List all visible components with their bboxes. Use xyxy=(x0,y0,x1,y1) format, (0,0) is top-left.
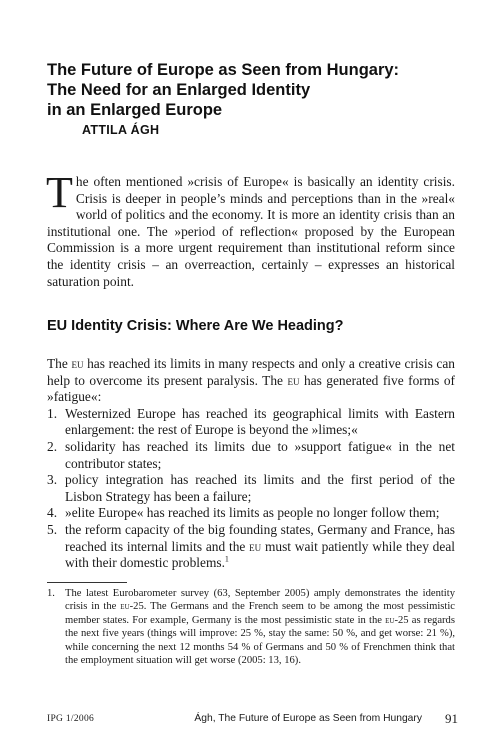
intro-paragraph xyxy=(46,168,455,290)
paragraph-text: has generated five forms of »fatigue«: xyxy=(47,372,455,405)
footnote-text-part: . The Germans and the French seem to be among the most pessimistic member states. For example, Germany is the most pessimistic state in the xyxy=(65,601,455,626)
page-footer xyxy=(47,711,458,727)
article-title-line-1: The Future of Europe as Seen from Hungary: xyxy=(47,61,400,79)
paragraph-text: The xyxy=(47,356,72,371)
article-author: ATTILA ÁGH xyxy=(82,123,160,137)
fatigue-list xyxy=(47,406,455,572)
article-title-line-2: The Need for an Enlarged Identity xyxy=(47,81,311,99)
section-paragraph xyxy=(47,356,455,406)
section-body xyxy=(47,356,455,572)
list-item xyxy=(47,439,455,472)
list-number: 2. xyxy=(47,438,58,454)
list-item xyxy=(47,505,455,522)
eu-abbreviation: eu-25 xyxy=(120,601,144,613)
journal-issue: IPG 1/2006 xyxy=(47,714,95,724)
footnote-text-part: The latest Eurobarometer survey (63, September 2005) amply demonstrates the identity crisis in the xyxy=(65,588,455,613)
section-heading: EU Identity Crisis: Where Are We Heading? xyxy=(47,318,344,334)
list-item-text: solidarity has reached its limits due to »support fatigue« in the net contributor states; xyxy=(65,438,455,471)
list-item xyxy=(47,472,455,505)
list-number: 3. xyxy=(47,472,58,488)
article-title xyxy=(47,60,467,120)
list-item-text: Westernized Europe has reached its geographical limits with Eastern enlargement: the rest of Europe is beyond the »limes;« xyxy=(65,405,455,438)
list-item xyxy=(47,406,455,439)
intro-text: he often mentioned »crisis of Europe« is basically an identity crisis. Crisis is deeper in people’s minds and perceptions than in the »real« world of politics and the economy. It is more an identity crisis than an institutional one. The »period of reflection« proposed by the European Commission is a more urgent requirement than institutional reform since the identity crisis – an overreaction, certainly – expresses an historical saturation point. xyxy=(47,174,455,289)
article-title-line-3: in an Enlarged Europe xyxy=(47,101,223,119)
list-item-text: policy integration has reached its limits and the first period of the Lisbon Strategy has been a failure; xyxy=(65,472,455,504)
footnote-reference[interactable]: 1 xyxy=(224,554,229,564)
list-item-text: the reform capacity of the big founding states, Germany and France, has reached its internal limits and the xyxy=(65,521,455,554)
footnote-divider xyxy=(47,582,127,583)
list-item xyxy=(47,522,455,572)
list-number: 1. xyxy=(47,405,58,421)
list-number: 4. xyxy=(47,505,58,521)
footnote-text xyxy=(47,587,455,667)
eu-abbreviation: eu xyxy=(71,356,84,371)
eu-abbreviation: eu xyxy=(287,372,300,388)
list-number: 5. xyxy=(47,521,58,537)
paragraph-text: has reached its limits in many respects and only a creative crisis can help to overcome its present paralysis. The xyxy=(47,356,456,388)
footnote xyxy=(47,587,455,667)
footnote-number: 1. xyxy=(47,588,55,599)
footnote-text-part: as regards the next five years (things will improve: 25 %, stay the same: 50 %, and get worse: 21 %), while concerning the next 12 months 54 % of Germans and 50 % of Frenchmen think that the employment situation will get worse (2005: 13, 16). xyxy=(65,614,455,667)
drop-cap: T xyxy=(46,168,73,217)
running-head: Ágh, The Future of Europe as Seen from Hungary xyxy=(194,713,422,724)
page-number: 91 xyxy=(445,711,458,726)
eu-abbreviation: eu-25 xyxy=(385,614,409,626)
list-item-text: must wait patiently while they deal with their domestic problems. xyxy=(65,538,455,571)
eu-abbreviation: eu xyxy=(249,538,262,554)
list-item-text: »elite Europe« has reached its limits as people no longer follow them; xyxy=(65,505,440,521)
